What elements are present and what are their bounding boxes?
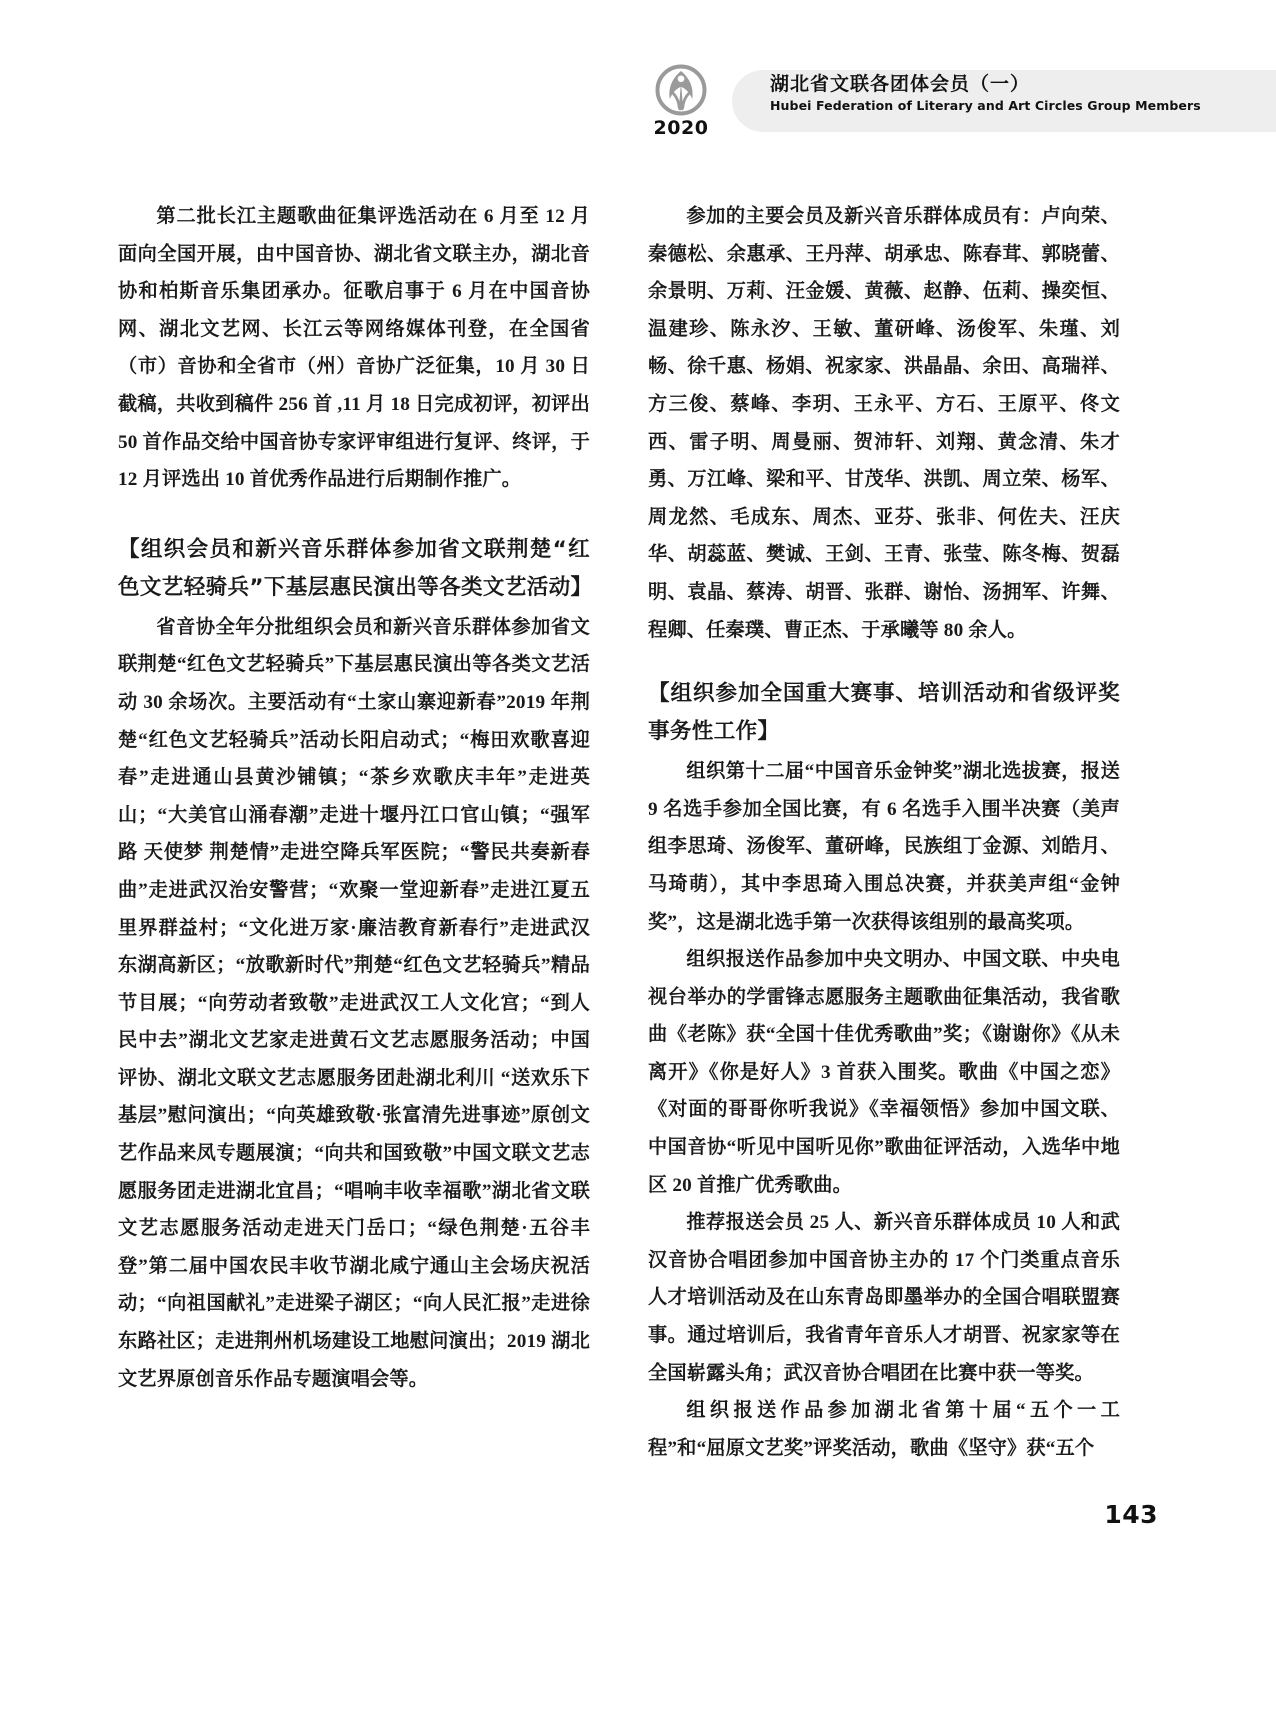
hubei-federation-emblem-icon: [653, 62, 709, 118]
section-heading: 【组织会员和新兴音乐群体参加省文联荆楚“红色文艺轻骑兵”下基层惠民演出等各类文艺活动】: [118, 536, 593, 600]
paragraph: 参加的主要会员及新兴音乐群体成员有：卢向荣、秦德松、余惠承、王丹萍、胡承忠、陈春茸、郭晓蕾、余景明、万莉、汪金媛、黄薇、赵静、伍莉、操奕恒、温建珍、陈永汐、王敏、董研峰、汤俊军、朱瑾、刘畅、徐千惠、杨娟、祝家家、洪晶晶、余田、高瑞祥、方三俊、蔡峰、李玥、王永平、方石、王原平、佟文西、雷子明、周曼丽、贺沛轩、刘翔、黄念清、朱才勇、万江峰、梁和平、甘茂华、洪凯、周立荣、杨军、周龙然、毛成东、周杰、亚芬、张非、何佐夫、汪庆华、胡蕊蓝、樊诚、王剑、王青、张莹、陈冬梅、贺磊明、袁晶、蔡涛、胡晋、张群、谢怡、汤拥军、许舞、程卿、任秦璞、曹正杰、于承曦等 80 余人。: [648, 206, 1120, 641]
header-text-block: [770, 72, 1264, 115]
paragraph: 省音协全年分批组织会员和新兴音乐群体参加省文联荆楚“红色文艺轻骑兵”下基层惠民演出等各类文艺活动 30 余场次。主要活动有“土家山寨迎新春”2019 年荆楚“红色文艺轻骑兵”活动长阳启动式；“梅田欢歌喜迎春”走进通山县黄沙铺镇；“茶乡欢歌庆丰年”走进英山；“大美官山涌春潮”走进十堰丹江口官山镇；“强军路 天使梦 荆楚情”走进空降兵军医院；“警民共奏新春曲”走进武汉治安警营；“欢聚一堂迎新春”走进江夏五里界群益村；“文化进万家·廉洁教育新春行”走进武汉东湖高新区；“放歌新时代”荆楚“红色文艺轻骑兵”精品节目展；“向劳动者致敬”走进武汉工人文化宫；“到人民中去”湖北文艺家走进黄石文艺志愿服务活动；中国评协、湖北文联文艺志愿服务团赴湖北利川 “送欢乐下基层”慰问演出；“向英雄致敬·张富清先进事迹”原创文艺作品来凤专题展演；“向共和国致敬”中国文联文艺志愿服务团走进湖北宜昌；“唱响丰收幸福歌”湖北省文联文艺志愿服务活动走进天门岳口；“绿色荆楚·五谷丰登”第二届中国农民丰收节湖北咸宁通山主会场庆祝活动；“向祖国献礼”走进梁子湖区；“向人民汇报”走进徐东路社区；走进荆州机场建设工地慰问演出；2019 湖北文艺界原创音乐作品专题演唱会等。: [118, 616, 590, 1390]
right-column: [648, 198, 1120, 1459]
page-body: [118, 198, 1158, 1459]
page-number: 143: [1104, 1500, 1158, 1529]
page-header: [620, 62, 1276, 150]
header-year: 2020: [653, 117, 709, 139]
paragraph: 组织第十二届“中国音乐金钟奖”湖北选拔赛，报送 9 名选手参加全国比赛，有 6 名选手入围半决赛（美声组李思琦、汤俊军、董研峰，民族组丁金源、刘皓月、马琦萌），其中李思琦入围总决赛，并获美声组“金钟奖”，这是湖北选手第一次获得该组别的最高奖项。: [648, 761, 1120, 933]
paragraph: 推荐报送会员 25 人、新兴音乐群体成员 10 人和武汉音协合唱团参加中国音协主办的 17 个门类重点音乐人才培训活动及在山东青岛即墨举办的全国合唱联盟赛事。通过培训后，我省青年音乐人才胡晋、祝家家等在全国崭露头角；武汉音协合唱团在比赛中获一等奖。: [648, 1212, 1120, 1384]
paragraph: 组织报送作品参加湖北省第十届“五个一工程”和“屈原文艺奖”评奖活动，歌曲《坚守》获“五个: [648, 1400, 1120, 1459]
left-column: [118, 198, 593, 1438]
section-heading: 【组织参加全国重大赛事、培训活动和省级评奖事务性工作】: [648, 681, 1120, 745]
header-title-cn: 湖北省文联各团体会员（一）: [770, 73, 1031, 95]
paragraph: 第二批长江主题歌曲征集评选活动在 6 月至 12 月面向全国开展，由中国音协、湖北省文联主办，湖北音协和柏斯音乐集团承办。征歌启事于 6 月在中国音协网、湖北文艺网、长江云等网络媒体刊登，在全国省（市）音协和全省市（州）音协广泛征集，10 月 30 日截稿，共收到稿件 256 首 ,11 月 18 日完成初评，初评出 50 首作品交给中国音协专家评审组进行复评、终评，于 12 月评选出 10 首优秀作品进行后期制作推广。: [118, 206, 590, 491]
paragraph: 组织报送作品参加中央文明办、中国文联、中央电视台举办的学雷锋志愿服务主题歌曲征集活动，我省歌曲《老陈》获“全国十佳优秀歌曲”奖；《谢谢你》《从未离开》《你是好人》3 首获入围奖。歌曲《中国之恋》《对面的哥哥你听我说》《幸福领悟》参加中国文联、中国音协“听见中国听见你”歌曲征评活动，入选华中地区 20 首推广优秀歌曲。: [648, 949, 1120, 1196]
header-logo: [642, 62, 720, 150]
header-title-en: Hubei Federation of Literary and Art Circles Group Members: [770, 97, 1201, 113]
